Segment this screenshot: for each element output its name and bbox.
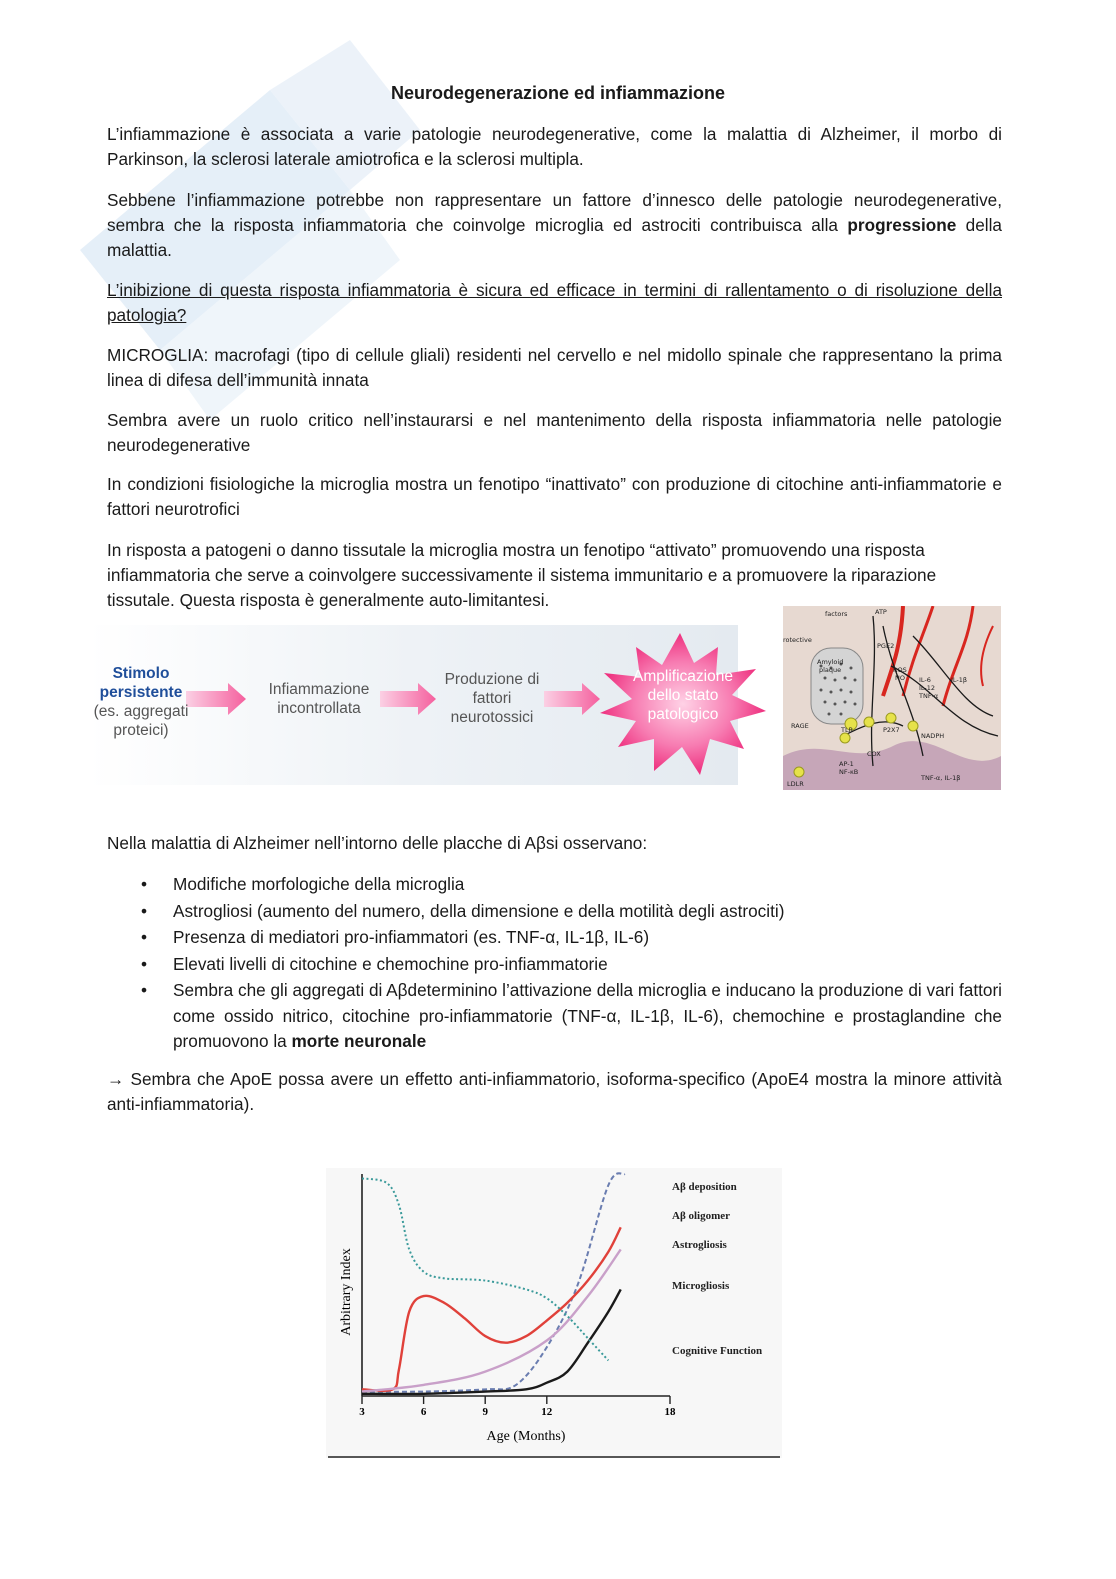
fig-label-tlr: TLR — [841, 726, 854, 734]
flow-step-4-line1: Amplificazione — [633, 668, 733, 685]
bullet-dot: • — [141, 927, 148, 947]
flow-step-1-line2: persistente — [99, 684, 183, 701]
flow-step-3 — [428, 670, 556, 727]
list-item — [107, 952, 1002, 978]
fig-label-il12: IL-12 — [919, 684, 936, 692]
list-item-text: Sembra che gli aggregati di Aβdeterminino l’attivazione della microglia e inducano la produzione di vari fattori come ossido nitrico, citochine pro-infiammatorie (TNF-α, IL-1β, IL-6), chemochine e prostaglandine che promuovono la — [173, 980, 1002, 1051]
bullet-dot: • — [141, 900, 148, 921]
x-tick-label: 6 — [420, 1406, 427, 1418]
x-tick-label: 3 — [359, 1406, 365, 1418]
list-item — [107, 872, 1002, 898]
flow-step-2 — [250, 680, 388, 718]
fig-label-tnf-il1b: TNF-α, IL-1β — [921, 774, 961, 782]
flow-step-4 — [618, 667, 748, 724]
flow-step-1-line1: Stimolo — [112, 665, 170, 682]
x-axis-label: Age (Months) — [486, 1429, 566, 1444]
fig-label-pge2: PGE2 — [877, 642, 895, 650]
fig-label-tnf: TNF-α — [919, 692, 939, 700]
fig-label-cox: COX — [867, 750, 881, 758]
flow-step-4-line3: patologico — [647, 706, 719, 723]
fig-label-il6: IL-6 — [919, 676, 931, 684]
fig-label-amyloid: Amyloid — [817, 658, 844, 666]
flow-step-3-line2: fattori — [472, 690, 512, 707]
ab-timeline-chart — [326, 1168, 782, 1458]
fig-label-plaque: plaque — [819, 666, 842, 674]
question-underlined: L’inibizione di questa risposta infiammatoria è sicura ed efficace in termini di rallentamento o di risoluzione della patologia? — [107, 280, 1002, 325]
list-item-text: Presenza di mediatori pro-infiammatori (es. TNF-α, IL-1β, IL-6) — [173, 927, 650, 947]
bullet-dot: • — [141, 953, 148, 974]
list-item-text: Elevati livelli di citochine e chemochine pro-infiammatorie — [173, 953, 608, 974]
bullet-dot: • — [141, 980, 148, 1000]
paragraph-trigger-text: Sebbene l’infiammazione potrebbe non rappresentare un fattore d’innesco delle patologie neurodegenerative, sembra che la risposta infiammatoria che coinvolge microglia ed astrociti contribuisca alla — [107, 190, 1002, 235]
paragraph-role: Sembra avere un ruolo critico nell’instaurarsi e nel mantenimento della risposta infiammatoria nelle patologie neurodegenerative — [107, 410, 1002, 455]
paragraph-alzheimer: Nella malattia di Alzheimer nell’intorno delle placche di Aβsi osservano: — [107, 833, 648, 853]
flow-step-2-line2: incontrollata — [277, 700, 361, 717]
bullet-dot: • — [141, 874, 148, 894]
y-axis-label: Arbitrary Index — [339, 1248, 354, 1336]
flow-step-3-line3: neurotossici — [450, 709, 534, 726]
fig-label-ldlr: LDLR — [787, 780, 804, 788]
fig-label-ros: ROS — [893, 666, 907, 674]
morte-neuronale-bold: morte neuronale — [291, 1031, 427, 1051]
flow-step-4-line2: dello stato — [647, 687, 719, 704]
fig-label-nadph: NADPH — [921, 732, 945, 740]
legend-label: Microgliosis — [672, 1280, 730, 1292]
list-item-text: Astrogliosi (aumento del numero, della dimensione e della motilità degli astrociti) — [173, 900, 785, 921]
document-title: Neurodegenerazione ed infiammazione — [390, 83, 726, 103]
observations-list — [107, 872, 1002, 1056]
legend-label: Aβ oligomer — [672, 1210, 731, 1222]
flow-step-1-line4: proteici) — [113, 722, 169, 739]
legend-label: Astrogliosis — [672, 1239, 727, 1251]
paragraph-microglia: MICROGLIA: macrofagi (tipo di cellule gliali) residenti nel cervello e nel midollo spinale che rappresentano la prima linea di difesa dell’immunità innata — [107, 345, 1002, 390]
x-tick-label: 9 — [482, 1406, 488, 1418]
fig-label-factors: factors — [825, 610, 848, 618]
paragraph-intro: L’infiammazione è associata a varie patologie neurodegenerative, come la malattia di Alzheimer, il morbo di Parkinson, la sclerosi laterale amiotrofica e la sclerosi multipla. — [107, 124, 1002, 169]
fig-label-no: NO — [895, 674, 905, 682]
fig-label-ap1: AP-1 — [839, 760, 854, 768]
x-tick-label: 12 — [541, 1406, 553, 1418]
flow-step-1-detail — [80, 702, 202, 740]
list-item — [107, 925, 1002, 951]
x-tick-label: 18 — [664, 1406, 676, 1418]
flow-step-2-line1: Infiammazione — [268, 681, 370, 698]
paragraph-activated: In risposta a patogeni o danno tissutale la microglia mostra un fenotipo “attivato” promuovendo una risposta infiammatoria che serve a coinvolgere successivamente il sistema immunitario e a promuovere la riparazione tissutale. Questa risposta è generalmente auto-limitantesi. — [107, 540, 937, 610]
flow-step-1-title — [90, 664, 192, 702]
list-item — [107, 978, 1002, 1055]
fig-label-p2x7: P2X7 — [883, 726, 900, 734]
flow-step-1-line3: (es. aggregati — [93, 703, 189, 720]
legend-label: Aβ deposition — [672, 1181, 737, 1193]
fig-label-atp: ATP — [875, 608, 887, 616]
fig-label-il1b: IL-1β — [951, 676, 968, 684]
flow-step-3-line1: Produzione di — [444, 671, 540, 688]
progressione-bold: progressione — [847, 215, 957, 235]
paragraph-trigger — [107, 188, 1002, 263]
legend-label: Cognitive Function — [672, 1345, 763, 1357]
list-item-text: Modifiche morfologiche della microglia — [173, 874, 465, 894]
fig-label-protective: rotective — [783, 636, 812, 644]
list-item — [107, 899, 1002, 925]
paragraph-apoe: → Sembra che ApoE possa avere un effetto anti-infiammatorio, isoforma-specifico (ApoE4 mostra la minore attività anti-infiammatoria). — [107, 1069, 1002, 1114]
fig-label-nfkb: NF-κB — [839, 768, 859, 776]
paragraph-trigger-end: della malattia. — [107, 215, 1002, 260]
microglia-figure — [783, 606, 1001, 790]
fig-label-rage: RAGE — [791, 722, 809, 730]
paragraph-physiological: In condizioni fisiologiche la microglia mostra un fenotipo “inattivato” con produzione di citochine anti-infiammatorie e fattori neurotrofici — [107, 474, 1002, 519]
